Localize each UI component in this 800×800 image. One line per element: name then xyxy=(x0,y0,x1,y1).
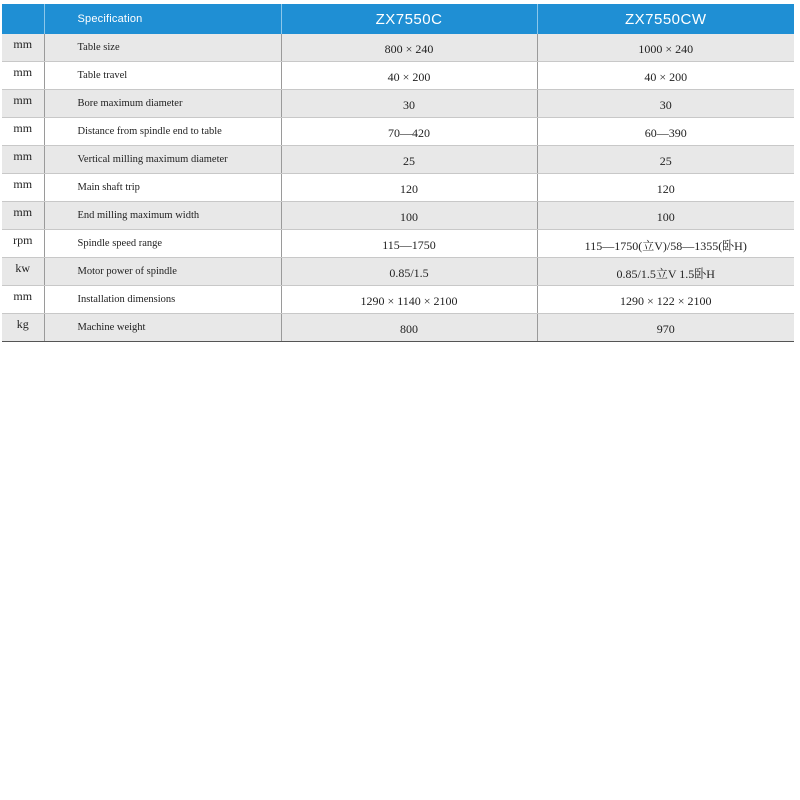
row-value-zx7550cw: 1000 × 240 xyxy=(537,34,794,62)
table-row xyxy=(2,174,794,202)
row-value-zx7550cw: 40 × 200 xyxy=(537,62,794,90)
row-value-zx7550c: 100 xyxy=(281,202,537,230)
row-value-zx7550c: 40 × 200 xyxy=(281,62,537,90)
specification-table xyxy=(2,4,794,342)
table-row xyxy=(2,90,794,118)
table-row xyxy=(2,34,794,62)
row-unit: kg xyxy=(2,314,44,342)
row-unit: mm xyxy=(2,62,44,90)
row-value-zx7550cw: 1290 × 122 × 2100 xyxy=(537,286,794,314)
row-value-zx7550c: 30 xyxy=(281,90,537,118)
row-value-zx7550c: 800 × 240 xyxy=(281,34,537,62)
table-row xyxy=(2,314,794,342)
row-value-zx7550cw: 60—390 xyxy=(537,118,794,146)
row-value-zx7550c: 0.85/1.5 xyxy=(281,258,537,286)
row-unit: mm xyxy=(2,118,44,146)
row-value-zx7550cw: 120 xyxy=(537,174,794,202)
row-unit: mm xyxy=(2,146,44,174)
row-spec-name: Motor power of spindle xyxy=(44,258,281,286)
row-spec-name: End milling maximum width xyxy=(44,202,281,230)
row-value-zx7550c: 70—420 xyxy=(281,118,537,146)
row-spec-name: Spindle speed range xyxy=(44,230,281,258)
row-spec-name: Machine weight xyxy=(44,314,281,342)
header-model-zx7550c: ZX7550C xyxy=(281,4,537,34)
table-row xyxy=(2,146,794,174)
row-spec-name: Bore maximum diameter xyxy=(44,90,281,118)
row-value-zx7550cw: 25 xyxy=(537,146,794,174)
header-model-zx7550cw: ZX7550CW xyxy=(537,4,794,34)
row-spec-name: Vertical milling maximum diameter xyxy=(44,146,281,174)
row-value-zx7550cw: 115—1750(立V)/58—1355(卧H) xyxy=(537,230,794,258)
row-unit: mm xyxy=(2,174,44,202)
header-specification: Specification xyxy=(44,4,281,34)
row-unit: rpm xyxy=(2,230,44,258)
row-spec-name: Table size xyxy=(44,34,281,62)
table-row xyxy=(2,202,794,230)
header-unit-cell xyxy=(2,4,44,34)
row-value-zx7550cw: 0.85/1.5立V 1.5卧H xyxy=(537,258,794,286)
row-spec-name: Distance from spindle end to table xyxy=(44,118,281,146)
row-value-zx7550c: 115—1750 xyxy=(281,230,537,258)
table-row xyxy=(2,62,794,90)
row-spec-name: Table travel xyxy=(44,62,281,90)
table-row xyxy=(2,286,794,314)
row-unit: kw xyxy=(2,258,44,286)
row-unit: mm xyxy=(2,34,44,62)
table-header-row xyxy=(2,4,794,34)
row-unit: mm xyxy=(2,90,44,118)
table-row xyxy=(2,258,794,286)
table-row xyxy=(2,118,794,146)
row-value-zx7550c: 800 xyxy=(281,314,537,342)
row-spec-name: Main shaft trip xyxy=(44,174,281,202)
row-spec-name: Installation dimensions xyxy=(44,286,281,314)
row-value-zx7550c: 120 xyxy=(281,174,537,202)
row-value-zx7550c: 25 xyxy=(281,146,537,174)
row-unit: mm xyxy=(2,202,44,230)
row-value-zx7550cw: 100 xyxy=(537,202,794,230)
row-unit: mm xyxy=(2,286,44,314)
table-row xyxy=(2,230,794,258)
row-value-zx7550cw: 30 xyxy=(537,90,794,118)
row-value-zx7550c: 1290 × 1140 × 2100 xyxy=(281,286,537,314)
row-value-zx7550cw: 970 xyxy=(537,314,794,342)
